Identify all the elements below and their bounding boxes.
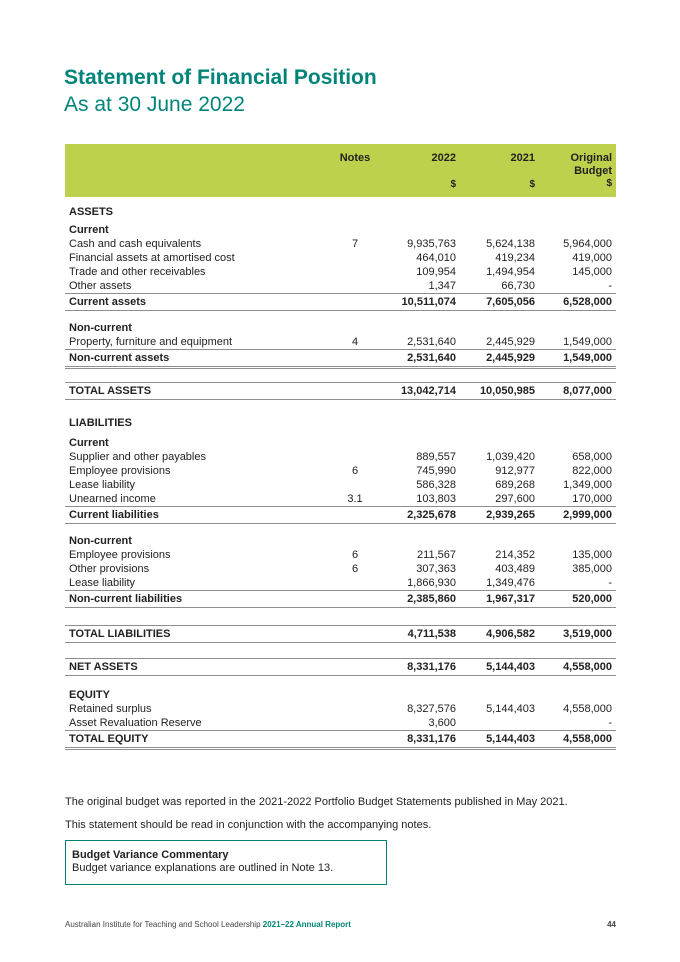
- page-number: 44: [607, 920, 616, 929]
- liability-noncurrent-row-2021: 214,352: [495, 549, 535, 561]
- liability-current-row-budget: 822,000: [572, 465, 612, 477]
- current-liabilities-total: Current liabilities 2,325,678 2,939,265 2,999,000: [65, 506, 616, 524]
- asset-noncurrent-row-2022: 2,531,640: [407, 336, 456, 348]
- noncurrent-liabilities-total: Non-current liabilities 2,385,860 1,967,317 520,000: [65, 590, 616, 608]
- liability-current-row: [65, 492, 616, 506]
- liability-current-row-2022: 586,328: [416, 479, 456, 491]
- footer-org: Australian Institute for Teaching and School Leadership: [65, 920, 261, 929]
- equity-heading: EQUITY: [69, 689, 110, 701]
- liability-noncurrent-row-2022: 211,567: [417, 549, 456, 561]
- assets-current-heading: Current: [69, 224, 109, 236]
- liability-current-row-budget: 1,349,000: [563, 479, 612, 491]
- asset-current-row-budget: -: [608, 280, 612, 292]
- asset-noncurrent-row-label: Property, furniture and equipment: [69, 336, 233, 348]
- asset-current-row-label: Trade and other receivables: [69, 266, 206, 278]
- header-budget-line1: Original: [570, 152, 612, 164]
- header-budget: [532, 152, 612, 178]
- liability-noncurrent-row-label: Lease liability: [69, 577, 136, 589]
- asset-current-row: [65, 279, 616, 293]
- asset-noncurrent-row-2021: 2,445,929: [486, 336, 535, 348]
- header-2022-currency: $: [450, 179, 456, 190]
- asset-current-row-2021: 1,494,954: [486, 266, 535, 278]
- liability-noncurrent-row-2022: 307,363: [416, 563, 456, 575]
- liability-current-row-budget: 658,000: [572, 451, 612, 463]
- noncurrent-assets-total: Non-current assets 2,531,640 2,445,929 1,549,000: [65, 349, 616, 369]
- liability-current-row-2021: 297,600: [495, 493, 535, 505]
- liability-current-row-label: Employee provisions: [69, 465, 171, 477]
- asset-noncurrent-row-budget: 1,549,000: [563, 336, 612, 348]
- equity-row: [65, 702, 616, 716]
- liability-noncurrent-row: [65, 548, 616, 562]
- liability-current-row-2021: 1,039,420: [486, 451, 535, 463]
- liability-current-row-2021: 912,977: [495, 465, 535, 477]
- current-assets-total: Current assets 10,511,074 7,605,056 6,528,000: [65, 293, 616, 311]
- asset-current-row-2021: 419,234: [495, 252, 535, 264]
- total-equity: TOTAL EQUITY 8,331,176 5,144,403 4,558,000: [65, 730, 616, 750]
- liability-current-row-label: Unearned income: [69, 493, 156, 505]
- equity-row-2021: 5,144,403: [486, 703, 535, 715]
- asset-current-row-2021: 5,624,138: [486, 238, 535, 250]
- footnote-budget: The original budget was reported in the 2021-2022 Portfolio Budget Statements published in May 2021.: [65, 796, 568, 808]
- liability-current-row: [65, 450, 616, 464]
- asset-current-row-2022: 464,010: [416, 252, 456, 264]
- liabilities-noncurrent-heading: Non-current: [69, 535, 132, 547]
- page-subtitle: As at 30 June 2022: [64, 93, 245, 116]
- asset-current-row-label: Other assets: [69, 280, 132, 292]
- footnote-notes: This statement should be read in conjunction with the accompanying notes.: [65, 819, 432, 831]
- liability-noncurrent-row-label: Employee provisions: [69, 549, 171, 561]
- header-budget-currency: $: [606, 178, 612, 189]
- liability-noncurrent-row-label: Other provisions: [69, 563, 150, 575]
- liability-current-row-label: Supplier and other payables: [69, 451, 206, 463]
- asset-current-row-label: Cash and cash equivalents: [69, 238, 202, 250]
- assets-noncurrent-heading: Non-current: [69, 322, 132, 334]
- liability-current-row-note: 3.1: [347, 493, 363, 505]
- liability-noncurrent-row-note: 6: [351, 549, 359, 561]
- header-notes: Notes: [339, 152, 371, 164]
- financial-position-table: [65, 144, 616, 750]
- liabilities-heading: LIABILITIES: [69, 417, 132, 429]
- equity-row-budget: 4,558,000: [563, 703, 612, 715]
- liability-noncurrent-row: [65, 576, 616, 590]
- asset-current-row-budget: 5,964,000: [563, 238, 612, 250]
- liability-current-row-2022: 103,803: [416, 493, 456, 505]
- header-2021: 2021: [510, 152, 535, 164]
- liability-current-row-budget: 170,000: [572, 493, 612, 505]
- equity-row-2022: 3,600: [428, 717, 456, 729]
- equity-row-budget: -: [608, 717, 612, 729]
- asset-noncurrent-row: [65, 335, 616, 349]
- liability-current-row-note: 6: [351, 465, 359, 477]
- total-assets: TOTAL ASSETS 13,042,714 10,050,985 8,077,000: [65, 382, 616, 400]
- asset-current-row: [65, 237, 616, 251]
- liability-current-row: [65, 464, 616, 478]
- asset-noncurrent-row-note: 4: [351, 336, 359, 348]
- liability-current-row-2022: 745,990: [416, 465, 456, 477]
- budget-variance-commentary: [65, 840, 387, 885]
- commentary-body: Budget variance explanations are outlined in Note 13.: [72, 862, 334, 874]
- net-assets: NET ASSETS 8,331,176 5,144,403 4,558,000: [65, 658, 616, 676]
- liability-current-row: [65, 478, 616, 492]
- footer-report: 2021–22 Annual Report: [262, 920, 351, 929]
- liability-noncurrent-row-budget: 135,000: [572, 549, 612, 561]
- header-2021-currency: $: [529, 179, 535, 190]
- asset-current-row: [65, 251, 616, 265]
- assets-heading: ASSETS: [69, 206, 114, 218]
- header-budget-line2: Budget: [574, 165, 612, 177]
- equity-row-label: Asset Revaluation Reserve: [69, 717, 202, 729]
- commentary-title: Budget Variance Commentary: [72, 849, 229, 861]
- liability-noncurrent-row-2022: 1,866,930: [407, 577, 456, 589]
- liability-noncurrent-row-budget: 385,000: [572, 563, 612, 575]
- equity-row-2022: 8,327,576: [407, 703, 456, 715]
- liability-current-row-label: Lease liability: [69, 479, 136, 491]
- equity-row: [65, 716, 616, 730]
- liability-noncurrent-row-budget: -: [608, 577, 612, 589]
- asset-current-row-2022: 109,954: [416, 266, 456, 278]
- liabilities-current-heading: Current: [69, 437, 109, 449]
- liability-noncurrent-row: [65, 562, 616, 576]
- liability-noncurrent-row-2021: 1,349,476: [486, 577, 535, 589]
- asset-current-row-label: Financial assets at amortised cost: [69, 252, 235, 264]
- asset-current-row-2021: 66,730: [501, 280, 535, 292]
- liability-noncurrent-row-2021: 403,489: [495, 563, 535, 575]
- total-liabilities: TOTAL LIABILITIES 4,711,538 4,906,582 3,519,000: [65, 625, 616, 643]
- asset-current-row: [65, 265, 616, 279]
- equity-row-label: Retained surplus: [69, 703, 152, 715]
- asset-current-row-budget: 419,000: [572, 252, 612, 264]
- asset-current-row-note: 7: [351, 238, 359, 250]
- header-2022: 2022: [431, 152, 456, 164]
- table-header: [65, 144, 616, 197]
- liability-current-row-2022: 889,557: [416, 451, 456, 463]
- asset-current-row-budget: 145,000: [572, 266, 612, 278]
- page-title: Statement of Financial Position: [64, 66, 377, 89]
- liability-noncurrent-row-note: 6: [351, 563, 359, 575]
- page-footer: [65, 920, 351, 929]
- asset-current-row-2022: 9,935,763: [407, 238, 456, 250]
- liability-current-row-2021: 689,268: [495, 479, 535, 491]
- asset-current-row-2022: 1,347: [428, 280, 456, 292]
